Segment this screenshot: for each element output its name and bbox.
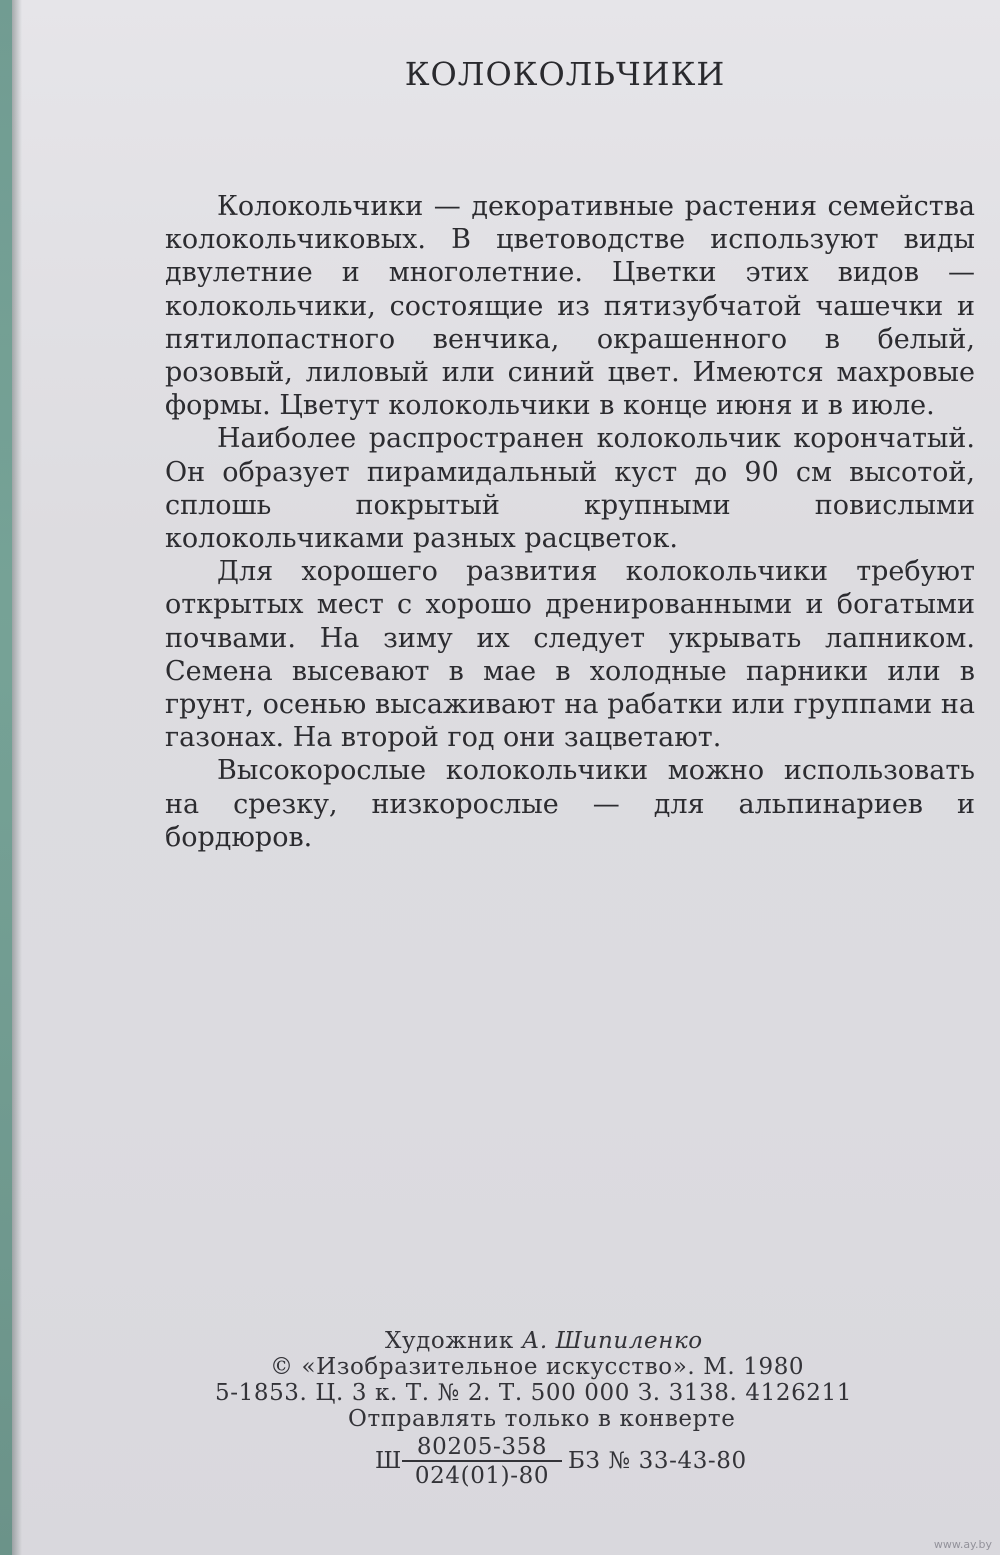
paragraph: Для хорошего развития колокольчики требуют открытых мест с хорошо дренированными и богатыми почвами. На зиму их следует укрывать лапником. Семена высевают в мае в холодные парники или в грунт, осенью высаживают на рабатки или группами на газонах. На второй год они зацветают. — [165, 556, 975, 754]
index-denominator: 024(01)-80 — [414, 1463, 550, 1489]
index-prefix: Ш — [375, 1448, 402, 1474]
watermark: www.ay.by — [933, 1538, 992, 1551]
card-edge — [0, 0, 12, 1555]
paragraph: Колокольчики — декоративные растения семейства колокольчиковых. В цветоводстве используют виды двулетние и многолетние. Цветки этих видов — колокольчики, состоящие из пятизубчатой чашечки и пятилопастного венчика, окрашенного в белый, розовый, лиловый или синий цвет. Имеются махровые формы. Цветут колокольчики в конце июня и в июле. — [165, 191, 975, 422]
page-title: КОЛОКОЛЬЧИКИ — [404, 55, 726, 93]
imprint-block — [215, 1328, 935, 1490]
index-numerator: 80205-358 — [402, 1434, 562, 1462]
artist-name: А. Шипиленко — [521, 1328, 703, 1354]
card-edge-shadow — [12, 0, 22, 1555]
paragraph: Высокорослые колокольчики можно использовать на срезку, низкорослые — для альпинариев и бордюров. — [165, 755, 975, 853]
bz-number: БЗ № 33-43-80 — [568, 1448, 747, 1474]
artist-label: Художник — [385, 1328, 514, 1354]
print-info-line: 5-1853. Ц. 3 к. Т. № 2. Т. 500 000 З. 3138. 4126211 — [215, 1380, 852, 1406]
send-note: Отправлять только в конверте — [348, 1406, 736, 1432]
index-code — [215, 1434, 935, 1490]
artist-credit — [215, 1328, 935, 1354]
paragraph: Наиболее распространен колокольчик корончатый. Он образует пирамидальный куст до 90 см высотой, сплошь покрытый крупными повислыми колокольчиками разных расцветок. — [165, 423, 975, 555]
copyright-line: © «Изобразительное искусство». М. 1980 — [270, 1354, 805, 1380]
description-text — [165, 190, 975, 854]
index-fraction — [402, 1434, 562, 1490]
